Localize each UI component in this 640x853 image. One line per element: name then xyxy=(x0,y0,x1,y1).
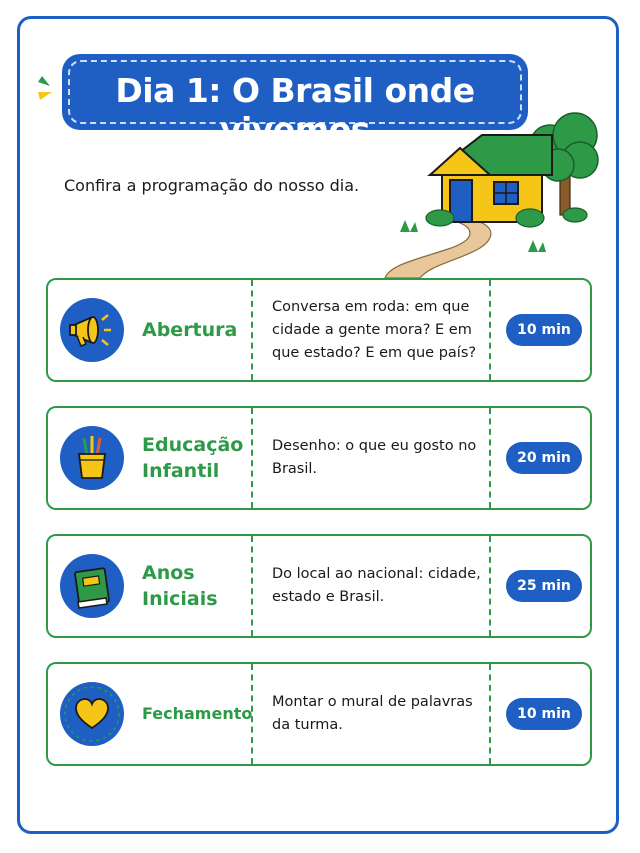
page-title: Dia 1: O Brasil onde vivemos xyxy=(115,71,475,149)
duration-badge: 20 min xyxy=(506,442,582,474)
schedule-row-abertura xyxy=(46,278,592,382)
schedule-row-anos-iniciais xyxy=(46,534,592,638)
pencil-cup-icon xyxy=(60,426,124,490)
page-subtitle: Confira a programação do nosso dia. xyxy=(64,176,360,195)
row-label: Educação Infantil xyxy=(142,434,244,482)
row-description: Conversa em roda: em que cidade a gente mora? E em que estado? E em que país? xyxy=(272,298,477,361)
duration-badge: 10 min xyxy=(506,314,582,346)
megaphone-icon xyxy=(60,298,124,362)
row-description: Do local ao nacional: cidade, estado e Brasil. xyxy=(272,566,481,605)
sparkle-icon xyxy=(36,74,62,108)
row-label: Abertura xyxy=(142,319,238,341)
house-illustration xyxy=(380,100,605,280)
schedule-row-fechamento xyxy=(46,662,592,766)
schedule-row-educacao-infantil xyxy=(46,406,592,510)
row-label: Fechamento xyxy=(142,704,253,723)
duration-badge: 10 min xyxy=(506,698,582,730)
book-icon xyxy=(60,554,124,618)
row-description: Desenho: o que eu gosto no Brasil. xyxy=(272,438,477,477)
row-description: Montar o mural de palavras da turma. xyxy=(272,694,473,733)
row-label: Anos Iniciais xyxy=(142,562,218,610)
duration-badge: 25 min xyxy=(506,570,582,602)
heart-icon xyxy=(60,682,124,746)
